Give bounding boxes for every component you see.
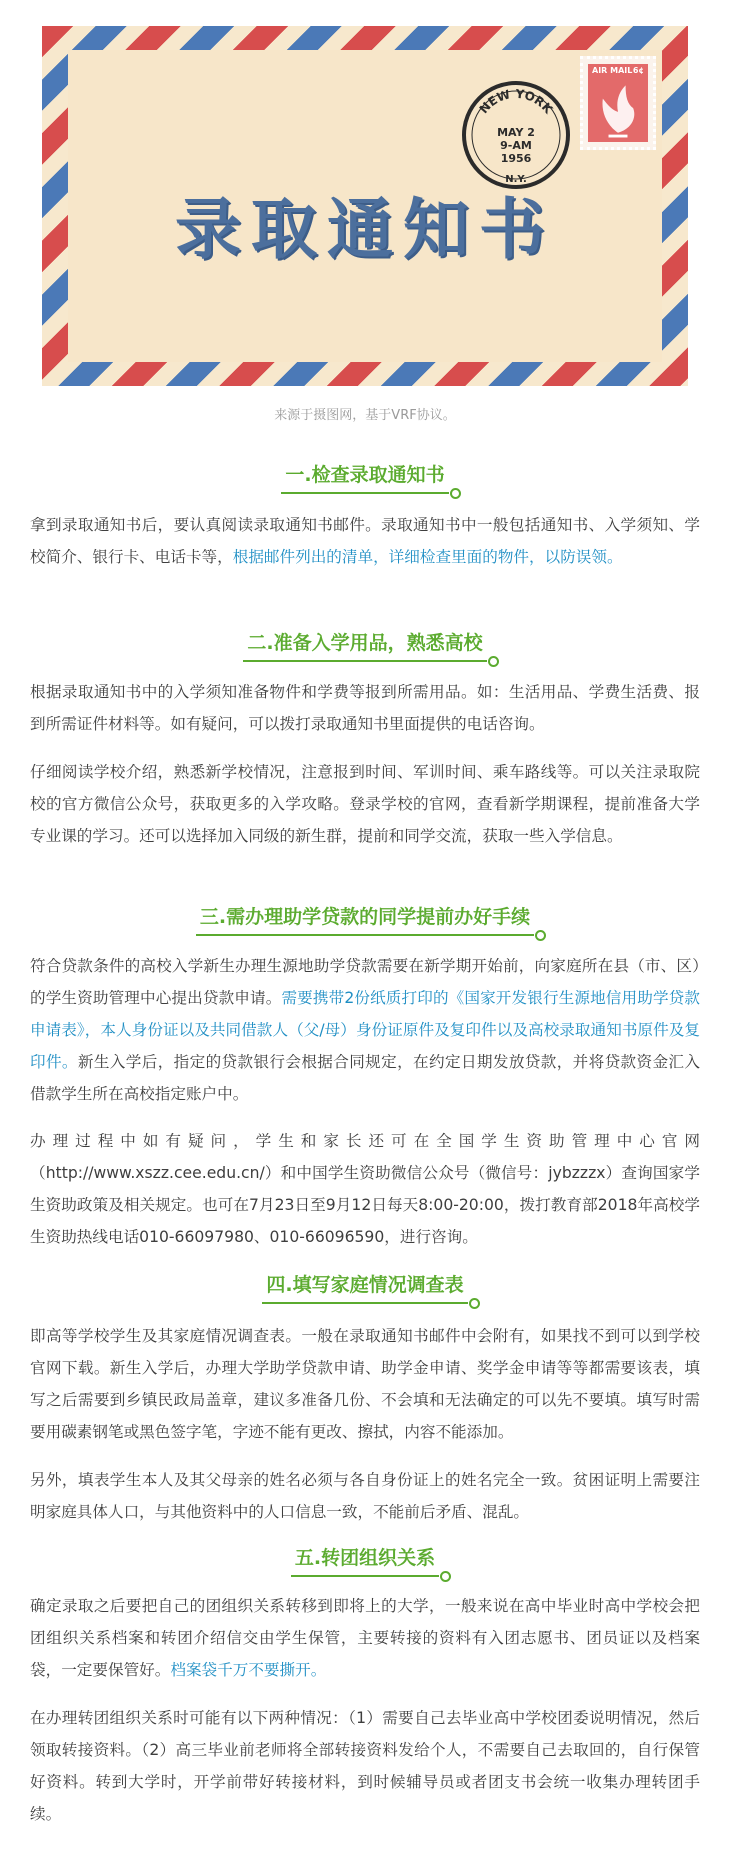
paragraph-text: 在办理转团组织关系时可能有以下两种情况：（1）需要自己去毕业高中学校团委说明情况，然后领取转接资料。（2）高三毕业前老师将全部转接资料发给个人，不需要自己去取回的，自行保管好资料。转到大学时，开学前带好转接材料，到时候辅导员或者团支书会统一收集办理转团手续。 bbox=[30, 1709, 700, 1823]
section-heading-4 bbox=[0, 1272, 730, 1304]
paragraph bbox=[30, 676, 700, 740]
airmail-stamp bbox=[580, 56, 656, 150]
stamp-face bbox=[588, 64, 648, 142]
stamp-bird-icon bbox=[588, 74, 648, 146]
paragraph-text: 仔细阅读学校介绍，熟悉新学校情况，注意报到时间、军训时间、乘车路线等。可以关注录取院校的官方微信公众号，获取更多的入学攻略。登录学校的官网，查看新学期课程，提前准备大学专业课的学习。还可以选择加入同级的新生群，提前和同学交流，获取一些入学信息。 bbox=[30, 763, 700, 845]
section-heading-3 bbox=[0, 904, 730, 936]
image-caption: 来源于摄图网，基于VRF协议。 bbox=[274, 408, 456, 423]
envelope-title: 录取通知书 bbox=[175, 191, 555, 268]
postmark-line3: 9-AM bbox=[500, 139, 532, 152]
paragraph-text: 符合贷款条件的高校入学新生办理生源地助学贷款需要在新学期开始前，向家庭所在县（市、区）的学生资助管理中心提出贷款申请。 bbox=[30, 957, 700, 1007]
stamp-label: AIR MAIL bbox=[592, 66, 633, 75]
paragraph bbox=[30, 509, 700, 573]
highlight-text: 根据邮件列出的清单，详细检查里面的物件，以防误领。 bbox=[232, 548, 623, 566]
postmark-line5: N.Y. bbox=[505, 174, 527, 185]
paragraph-text: 根据录取通知书中的入学须知准备物件和学费等报到所需用品。如：生活用品、学费生活费、报到所需证件材料等。如有疑问，可以拨打录取通知书里面提供的电话咨询。 bbox=[30, 683, 700, 733]
paragraph bbox=[30, 1590, 700, 1686]
stamp-value: 6¢ bbox=[632, 66, 644, 75]
section-title-text: 一.检查录取通知书 bbox=[285, 464, 445, 486]
heading-dot-icon bbox=[469, 1298, 480, 1309]
postmark-line4: 1956 bbox=[500, 152, 532, 165]
highlight-text: 需要携带2份纸质打印的《国家开发银行生源地信用助学贷款申请表》，本人身份证以及共同借款人（父/母）身份证原件及复印件以及高校录取通知书原件及复印件。 bbox=[30, 989, 700, 1071]
paragraph-text: 办理过程中如有疑问，学生和家长还可在全国学生资助管理中心官网（http://www.xszz.cee.edu.cn/）和中国学生资助微信公众号（微信号：jybzzzx）查询国家学生资助政策及相关规定。也可在7月23日至9月12日每天8:00-20:00，拨打教育部2018年高校学生资助热线电话010-66097980、010-66096590，进行咨询。 bbox=[30, 1132, 700, 1246]
heading-dot-icon bbox=[488, 656, 499, 667]
heading-dot-icon bbox=[450, 488, 461, 499]
paragraph-text: 即高等学校学生及其家庭情况调查表。一般在录取通知书邮件中会附有，如果找不到可以到学校官网下载。新生入学后，办理大学助学贷款申请、助学金申请、奖学金申请等等都需要该表，填写之后需要到乡镇民政局盖章，建议多准备几份、不会填和无法确定的可以先不要填。填写时需要用碳素钢笔或黑色签字笔，字迹不能有更改、擦拭，内容不能添加。 bbox=[30, 1327, 700, 1441]
section-heading-2 bbox=[0, 630, 730, 662]
section-title-text: 四.填写家庭情况调查表 bbox=[266, 1274, 464, 1296]
heading-dot-icon bbox=[440, 1571, 451, 1582]
paragraph bbox=[30, 1320, 700, 1448]
paragraph bbox=[30, 1125, 700, 1253]
section-heading-1 bbox=[0, 462, 730, 494]
paragraph-text: 另外，填表学生本人及其父母亲的姓名必须与各自身份证上的姓名完全一致。贫困证明上需要注明家庭具体人口，与其他资料中的人口信息一致，不能前后矛盾、混乱。 bbox=[30, 1471, 700, 1521]
envelope-background bbox=[42, 26, 688, 386]
highlight-text: 档案袋千万不要撕开。 bbox=[170, 1661, 327, 1679]
paragraph bbox=[30, 950, 700, 1110]
paragraph-text: 拿到录取通知书后，要认真阅读录取通知书邮件。录取通知书中一般包括通知书、入学须知、学校简介、银行卡、电话卡等， bbox=[30, 516, 700, 566]
paragraph bbox=[30, 1702, 700, 1830]
paragraph-text: 新生入学后，指定的贷款银行会根据合同规定，在约定日期发放贷款，并将贷款资金汇入借款学生所在高校指定账户中。 bbox=[30, 1053, 700, 1103]
section-title-text: 三.需办理助学贷款的同学提前办好手续 bbox=[199, 906, 531, 928]
paragraph bbox=[30, 756, 700, 852]
section-title-text: 五.转团组织关系 bbox=[294, 1547, 436, 1569]
postmark-line1: NEW YORK bbox=[476, 86, 556, 117]
paragraph bbox=[30, 1464, 700, 1528]
section-heading-5 bbox=[0, 1545, 730, 1577]
section-title-text: 二.准备入学用品，熟悉高校 bbox=[247, 632, 483, 654]
postmark-line2: MAY 2 bbox=[497, 126, 535, 139]
heading-dot-icon bbox=[535, 930, 546, 941]
header-envelope-image bbox=[42, 26, 688, 386]
paragraph-text: 确定录取之后要把自己的团组织关系转移到即将上的大学，一般来说在高中毕业时高中学校会把团组织关系档案和转团介绍信交由学生保管，主要转接的资料有入团志愿书、团员证以及档案袋，一定要保管好。 bbox=[30, 1597, 700, 1679]
